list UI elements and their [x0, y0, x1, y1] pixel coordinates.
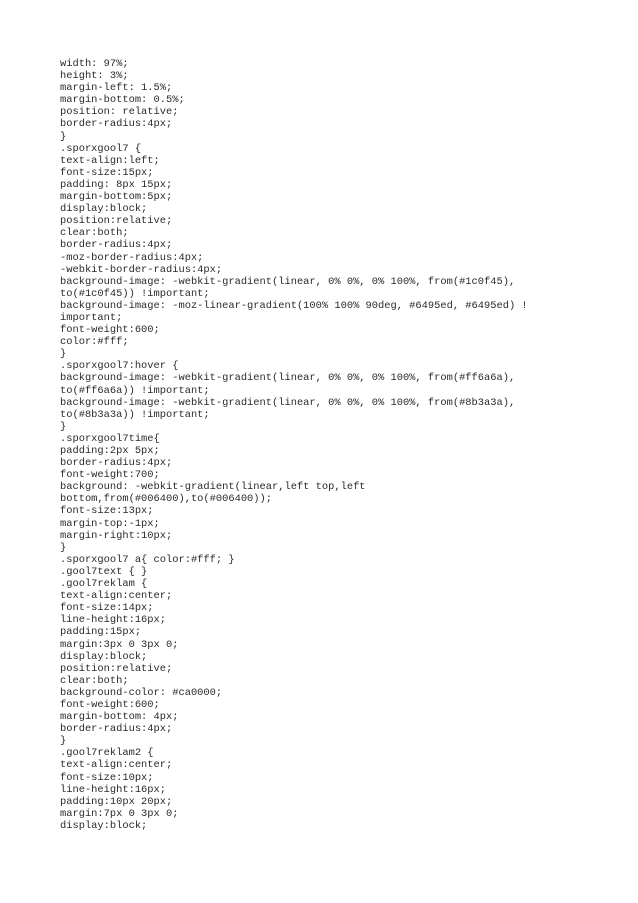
code-line: .sporxgool7 a{ color:#fff; }	[60, 553, 235, 566]
code-line: text-align:left;	[60, 154, 160, 167]
code-line: background-color: #ca0000;	[60, 686, 223, 699]
code-line: font-weight:600;	[60, 324, 160, 337]
code-line: border-radius:4px;	[60, 457, 173, 470]
code-line: -webkit-border-radius:4px;	[60, 263, 223, 276]
code-line: font-size:10px;	[60, 771, 154, 784]
code-line: margin-bottom:5px;	[60, 191, 173, 204]
code-line: }	[60, 348, 67, 361]
code-line: background-image: -webkit-gradient(linear, 0% 0%, 0% 100%, from(#8b3a3a),	[60, 396, 516, 409]
code-line: padding: 8px 15px;	[60, 178, 173, 191]
code-line: .gool7reklam {	[60, 578, 148, 591]
code-line: font-size:13px;	[60, 505, 154, 518]
code-line: position: relative;	[60, 106, 179, 119]
code-line: .gool7text { }	[60, 565, 148, 578]
code-line: border-radius:4px;	[60, 239, 173, 252]
code-line: margin-bottom: 4px;	[60, 711, 179, 724]
code-line: background-image: -webkit-gradient(linear, 0% 0%, 0% 100%, from(#1c0f45),	[60, 275, 516, 288]
code-line: font-weight:600;	[60, 698, 160, 711]
code-line: margin-bottom: 0.5%;	[60, 94, 185, 107]
code-line: border-radius:4px;	[60, 118, 173, 131]
code-line: padding:10px 20px;	[60, 795, 173, 808]
code-line: background-image: -webkit-gradient(linear, 0% 0%, 0% 100%, from(#ff6a6a),	[60, 372, 516, 385]
code-line: .sporxgool7 {	[60, 142, 142, 155]
code-line: clear:both;	[60, 227, 129, 240]
code-line: position:relative;	[60, 215, 173, 228]
code-line: border-radius:4px;	[60, 723, 173, 736]
code-line: }	[60, 130, 67, 143]
css-code-listing	[60, 58, 620, 832]
code-line: -moz-border-radius:4px;	[60, 251, 204, 264]
code-line: to(#8b3a3a)) !important;	[60, 408, 210, 421]
code-line: display:block;	[60, 819, 148, 832]
code-line: text-align:center;	[60, 590, 173, 603]
code-line: important;	[60, 311, 123, 324]
code-line: font-size:14px;	[60, 602, 154, 615]
code-line: color:#fff;	[60, 336, 129, 349]
code-line: position:relative;	[60, 662, 173, 675]
code-line: display:block;	[60, 203, 148, 216]
code-line: margin-top:-1px;	[60, 517, 160, 530]
code-line: }	[60, 420, 67, 433]
code-line: line-height:16px;	[60, 614, 167, 627]
code-line: background-image: -moz-linear-gradient(100% 100% 90deg, #6495ed, #6495ed) !	[60, 299, 528, 312]
code-line: to(#1c0f45)) !important;	[60, 287, 210, 300]
code-line: padding:15px;	[60, 626, 142, 639]
code-line: display:block;	[60, 650, 148, 663]
code-line: font-weight:700;	[60, 469, 160, 482]
code-line: width: 97%;	[60, 58, 129, 70]
code-line: to(#ff6a6a)) !important;	[60, 384, 210, 397]
code-line: font-size:15px;	[60, 166, 154, 179]
code-line: background: -webkit-gradient(linear,left top,left	[60, 481, 366, 494]
code-line: clear:both;	[60, 674, 129, 687]
code-line: padding:2px 5px;	[60, 445, 160, 457]
code-line: margin-left: 1.5%;	[60, 82, 173, 95]
code-line: margin-right:10px;	[60, 529, 173, 542]
code-line: }	[60, 735, 67, 748]
code-line: .sporxgool7:hover {	[60, 360, 179, 373]
code-line: line-height:16px;	[60, 783, 167, 796]
code-line: }	[60, 541, 67, 554]
code-line: bottom,from(#006400),to(#006400));	[60, 493, 273, 506]
code-line: text-align:center;	[60, 759, 173, 772]
code-line: .gool7reklam2 {	[60, 747, 154, 760]
code-line: margin:3px 0 3px 0;	[60, 638, 179, 651]
code-line: .sporxgool7time{	[60, 432, 160, 445]
code-line: height: 3%;	[60, 70, 129, 83]
code-line: margin:7px 0 3px 0;	[60, 807, 179, 820]
